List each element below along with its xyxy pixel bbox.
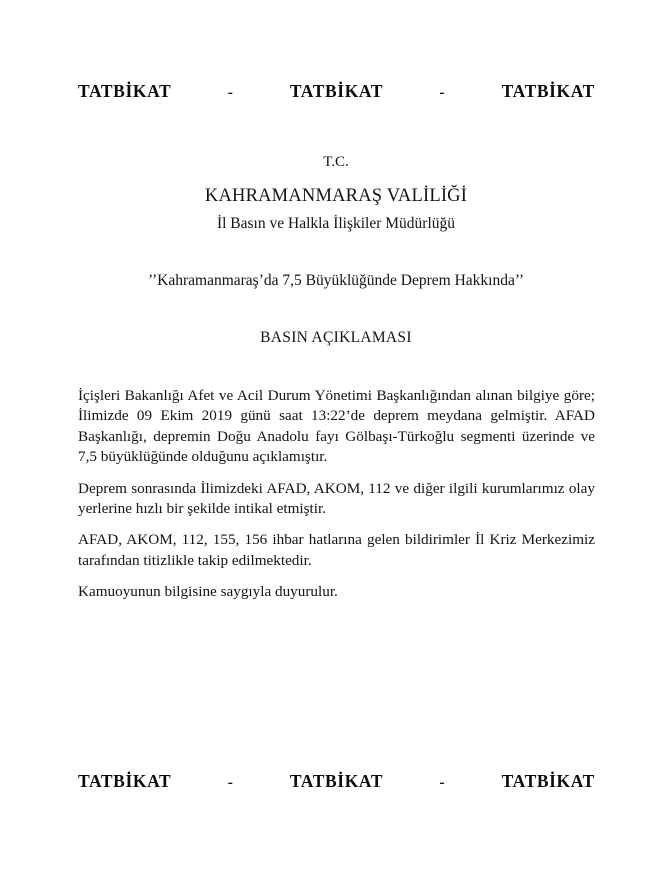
subject-line: ’’Kahramanmaraş’da 7,5 Büyüklüğünde Deprem Hakkında’’ xyxy=(147,272,525,289)
department-title: İl Basın ve Halkla İlişkiler Müdürlüğü xyxy=(216,215,456,232)
body-paragraph: AFAD, AKOM, 112, 155, 156 ihbar hatlarına gelen bildirimler İl Kriz Merkezimiz tarafından titizlikle takip edilmektedir. xyxy=(78,531,595,569)
exercise-banner-top-separator-2: - xyxy=(439,84,446,101)
press-release-label: BASIN AÇIKLAMASI xyxy=(260,329,412,346)
exercise-banner-bottom-separator-2: - xyxy=(439,774,446,791)
exercise-banner-top-label-3: TATBİKAT xyxy=(501,81,595,101)
body-paragraph: Deprem sonrasında İlimizdeki AFAD, AKOM, 112 ve diğer ilgili kurumlarımız olay yerlerine hızlı bir şekilde intikal etmiştir. xyxy=(78,479,595,518)
exercise-banner-top-label-1: TATBİKAT xyxy=(78,81,172,101)
exercise-banner-bottom-label-2: TATBİKAT xyxy=(289,771,384,791)
body-paragraph: Kamuoyunun bilgisine saygıyla duyurulur. xyxy=(78,583,338,601)
exercise-banner-bottom-separator-1: - xyxy=(227,774,234,791)
state-abbreviation: T.C. xyxy=(323,154,349,170)
exercise-banner-top-separator-1: - xyxy=(227,84,234,101)
exercise-banner-top xyxy=(78,81,595,102)
province-governorship-title: KAHRAMANMARAŞ VALİLİĞİ xyxy=(204,186,468,206)
exercise-banner-bottom-label-1: TATBİKAT xyxy=(78,771,172,791)
press-release-body xyxy=(78,386,595,603)
exercise-banner-bottom xyxy=(78,771,595,792)
exercise-banner-top-label-2: TATBİKAT xyxy=(289,81,384,101)
body-paragraph: İçişleri Bakanlığı Afet ve Acil Durum Yönetimi Başkanlığından alınan bilgiye göre; İlimizde 09 Ekim 2019 günü saat 13:22’de deprem meydana gelmiştir. AFAD Başkanlığı, depremin Doğu Anadolu fayı Gölbaşı-Türkoğlu segmenti üzerinde ve 7,5 büyüklüğünde olduğunu açıklamıştır. xyxy=(78,387,595,466)
exercise-banner-bottom-label-3: TATBİKAT xyxy=(501,771,595,791)
